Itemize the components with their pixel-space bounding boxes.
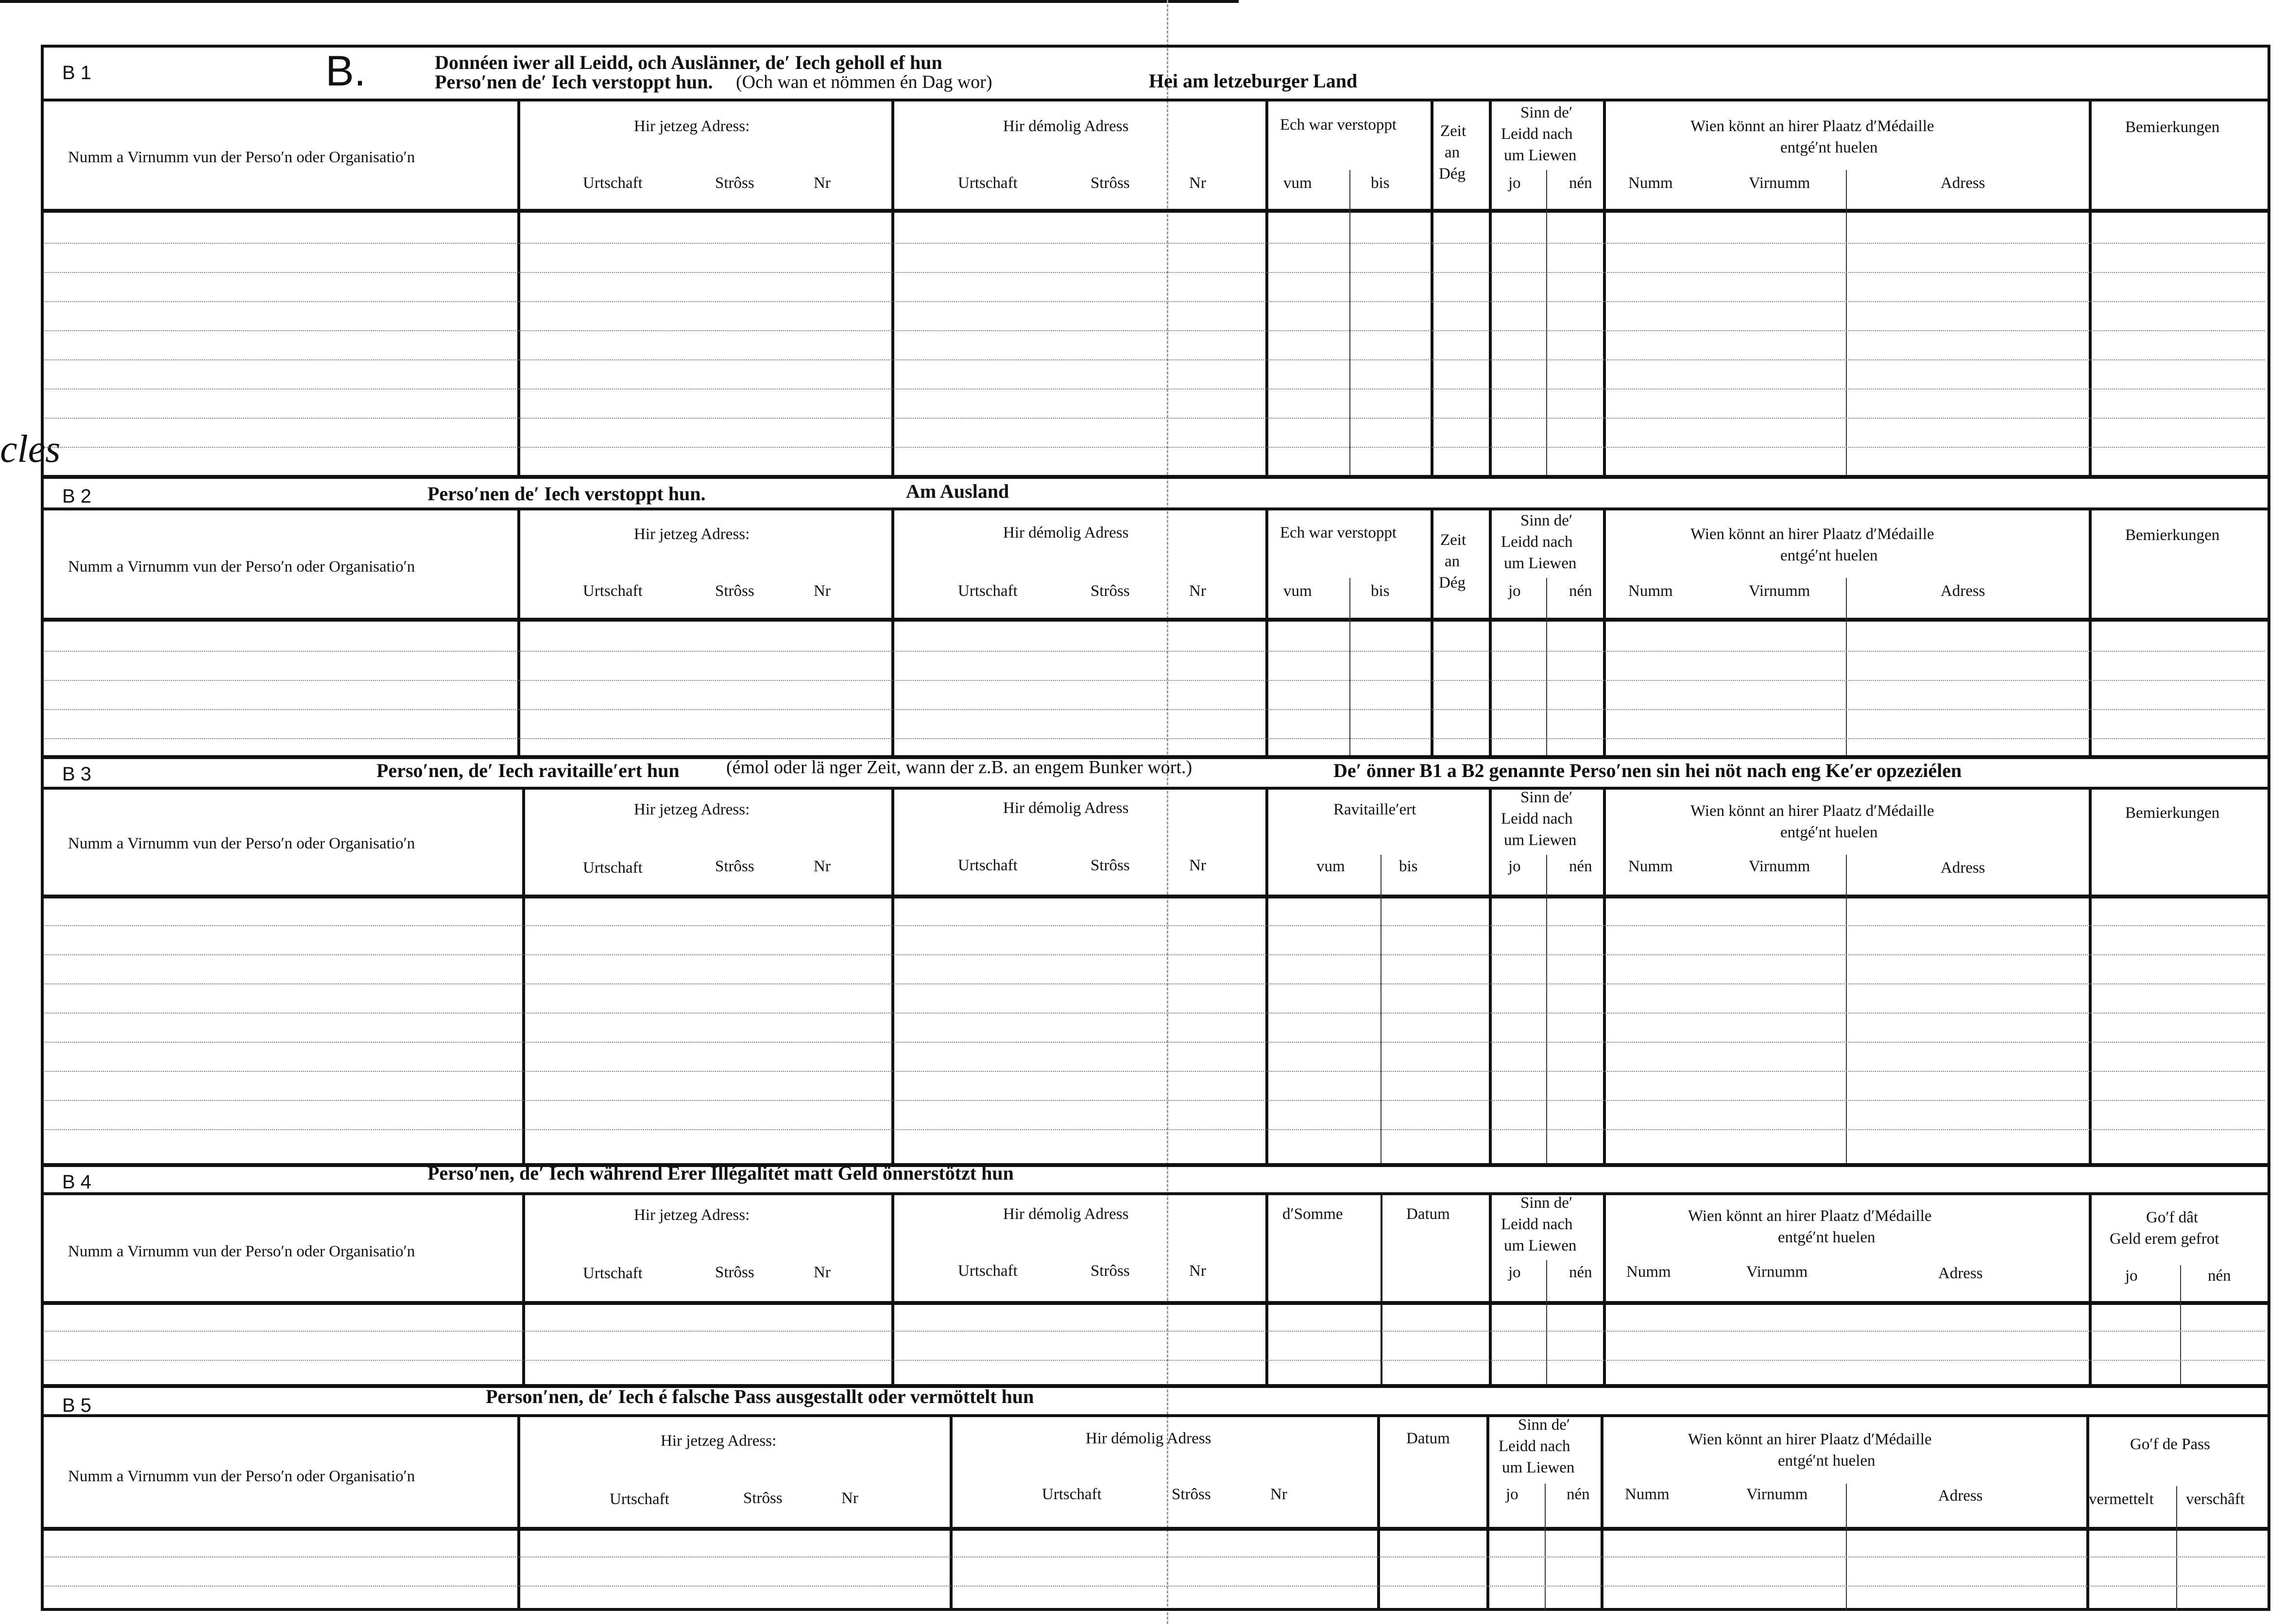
sub-sep	[1846, 578, 1847, 755]
to-header: bis	[1371, 174, 1390, 192]
medal-header-1: Wien könnt an hirer Plaatz dʹMédaille	[1690, 525, 1934, 543]
entry-line[interactable]	[45, 1129, 2265, 1130]
address-header: Adress	[1938, 1265, 1983, 1282]
medal-header-1: Wien könnt an hirer Plaatz dʹMédaille	[1690, 802, 1934, 820]
surname-header: Numm	[1628, 174, 1673, 192]
current-address-header: Hir jetzeg Adress:	[634, 1206, 750, 1224]
remarks-header: Bemierkungen	[2125, 526, 2220, 544]
entry-line[interactable]	[45, 1331, 2265, 1332]
entry-line[interactable]	[45, 447, 2265, 448]
col-sep	[522, 787, 525, 1163]
section-note-2: Deʹ önner B1 a B2 genannte Persoʹnen sin hei nöt nach eng Keʹer opzeziélen	[1333, 760, 1962, 781]
col-sep	[2089, 1192, 2092, 1384]
sub-sep	[2180, 1265, 2181, 1384]
yes-header: jo	[1508, 1264, 1521, 1281]
former-address-header: Hir démolig Adress	[1086, 1430, 1211, 1447]
col-sep	[517, 508, 520, 755]
no-header: nén	[1569, 174, 1592, 192]
entry-line[interactable]	[45, 680, 2265, 681]
current-address-header: Hir jetzeg Adress:	[661, 1432, 777, 1450]
sub-sep	[1546, 578, 1547, 755]
nr-header: Nr	[1189, 582, 1206, 600]
entry-line[interactable]	[45, 330, 2265, 331]
section-title-2: Persoʹnen deʹ Iech verstoppt hun.	[435, 71, 713, 93]
alive-header-3: um Liewen	[1502, 1459, 1575, 1476]
entry-line[interactable]	[45, 1100, 2265, 1101]
medal-header-2: entgéʹnt huelen	[1778, 1229, 1876, 1246]
yes-header: jo	[1506, 1486, 1518, 1503]
town-header: Urtschaft	[610, 1490, 669, 1508]
section-title: Persoʹnen deʹ Iech verstoppt hun.	[427, 483, 706, 505]
street-header: Strôss	[1091, 857, 1130, 874]
nr-header: Nr	[1189, 857, 1206, 874]
remarks-header: Bemierkungen	[2125, 118, 2220, 136]
section-divider	[41, 475, 2270, 479]
firstname-header: Virnumm	[1749, 582, 1810, 600]
sub-sep	[1546, 170, 1547, 475]
section-note: (émol oder lä nger Zeit, wann der z.B. an engem Bunker wort.)	[726, 757, 1193, 778]
section-location: Am Ausland	[906, 480, 1009, 502]
nr-header: Nr	[1189, 1262, 1206, 1280]
amount-header: dʹSomme	[1282, 1205, 1343, 1223]
street-header: Strôss	[1091, 1262, 1130, 1280]
no-header: nén	[1569, 858, 1592, 875]
pass-given-header: Goʹf de Pass	[2130, 1436, 2210, 1453]
entry-line[interactable]	[45, 301, 2265, 302]
alive-header-3: um Liewen	[1504, 1237, 1577, 1254]
street-header: Strôss	[1172, 1486, 1211, 1503]
address-header: Adress	[1941, 859, 1985, 877]
name-header: Numm a Virnumm vun der Persoʹn oder Organisatioʹn	[68, 149, 415, 166]
former-address-header: Hir démolig Adress	[1003, 1205, 1129, 1223]
alive-header-2: Leidd nach	[1501, 533, 1573, 551]
entry-line[interactable]	[45, 1071, 2265, 1072]
alive-header-2: Leidd nach	[1501, 125, 1573, 143]
entry-line[interactable]	[45, 359, 2265, 360]
mediated-header: vermettelt	[2089, 1490, 2154, 1508]
alive-header-1: Sinn deʹ	[1520, 104, 1573, 121]
section-id: B 4	[62, 1171, 92, 1193]
town-header: Urtschaft	[583, 1265, 643, 1282]
alive-header-1: Sinn deʹ	[1518, 1416, 1570, 1434]
col-sep	[2089, 508, 2092, 755]
entry-line[interactable]	[45, 272, 2265, 273]
time-header-1: Zeit	[1440, 122, 1466, 140]
margin-scribble: cles	[0, 428, 61, 471]
street-header: Strôss	[715, 1264, 754, 1281]
time-header-1: Zeit	[1440, 531, 1466, 549]
town-header: Urtschaft	[583, 174, 643, 192]
surname-header: Numm	[1628, 858, 1673, 875]
current-address-header: Hir jetzeg Adress:	[634, 525, 750, 543]
name-header: Numm a Virnumm vun der Persoʹn oder Organisatioʹn	[68, 835, 415, 852]
section-id: B 3	[62, 763, 92, 785]
time-header-3: Dég	[1439, 165, 1466, 183]
firstname-header: Virnumm	[1746, 1263, 1808, 1281]
entry-line[interactable]	[45, 954, 2265, 955]
supplied-header: Ravitailleʹert	[1333, 801, 1416, 818]
surname-header: Numm	[1628, 582, 1673, 600]
street-header: Strôss	[715, 174, 754, 192]
no-header: nén	[2208, 1267, 2231, 1285]
col-sep	[1265, 787, 1268, 1163]
former-address-header: Hir démolig Adress	[1003, 118, 1129, 135]
surname-header: Numm	[1626, 1263, 1671, 1281]
no-header: nén	[1567, 1486, 1590, 1503]
alive-header-1: Sinn deʹ	[1520, 789, 1573, 806]
section-title: Persoʹnen, deʹ Iech während Erer Illégalitét matt Geld önnerstötzt hun	[427, 1162, 1014, 1184]
alive-header-2: Leidd nach	[1501, 1216, 1573, 1233]
col-sep	[1265, 508, 1268, 755]
medal-header-2: entgéʹnt huelen	[1780, 824, 1878, 841]
col-sep	[1377, 1414, 1380, 1611]
alive-header-2: Leidd nach	[1499, 1438, 1570, 1455]
col-sep	[522, 1192, 525, 1384]
sub-sep	[1545, 1484, 1546, 1611]
section-note: (Och wan et nömmen én Dag wor)	[736, 72, 992, 92]
former-address-header: Hir démolig Adress	[1003, 799, 1129, 817]
street-header: Strôss	[743, 1489, 783, 1507]
section-divider	[41, 1163, 2270, 1167]
nr-header: Nr	[814, 582, 831, 600]
section-title: Personʹnen, deʹ Iech é falsche Pass ausgestallt oder vermöttelt hun	[486, 1386, 1034, 1407]
town-header: Urtschaft	[958, 1262, 1018, 1280]
town-header: Urtschaft	[958, 857, 1018, 874]
date-header: Datum	[1406, 1430, 1450, 1447]
top-rule	[0, 0, 1239, 3]
section-divider	[41, 1384, 2270, 1388]
time-header-2: an	[1445, 553, 1460, 570]
medal-header-2: entgéʹnt huelen	[1780, 547, 1878, 564]
name-header: Numm a Virnumm vun der Persoʹn oder Organisatioʹn	[68, 1243, 415, 1260]
col-sep	[1603, 1192, 1606, 1384]
sub-sep	[1349, 170, 1350, 475]
col-sep	[2089, 787, 2092, 1163]
town-header: Urtschaft	[958, 582, 1018, 600]
alive-header-3: um Liewen	[1504, 147, 1577, 164]
issued-header: verschâft	[2186, 1490, 2245, 1508]
col-sep	[950, 1414, 953, 1611]
col-sep	[891, 1192, 894, 1384]
no-header: nén	[1569, 582, 1592, 600]
sub-sep	[2176, 1486, 2177, 1611]
nr-header: Nr	[1189, 174, 1206, 192]
nr-header: Nr	[814, 858, 831, 875]
entry-line[interactable]	[45, 651, 2265, 652]
street-header: Strôss	[1091, 582, 1130, 600]
entry-line[interactable]	[45, 1360, 2265, 1361]
former-address-header: Hir démolig Adress	[1003, 524, 1129, 541]
col-sep	[2086, 1414, 2089, 1611]
sub-sep	[1546, 855, 1547, 1163]
medal-header-1: Wien könnt an hirer Plaatz dʹMédaille	[1688, 1207, 1932, 1225]
alive-header-3: um Liewen	[1504, 555, 1577, 572]
nr-header: Nr	[1270, 1486, 1287, 1503]
entry-line[interactable]	[45, 1556, 2265, 1557]
section-title: Donnéen iwer all Leidd, och Auslänner, deʹ Iech geholl ef hun	[435, 51, 942, 73]
col-sep	[1489, 1192, 1492, 1384]
col-sep	[1489, 508, 1492, 755]
street-header: Strôss	[715, 858, 754, 875]
address-header: Adress	[1941, 174, 1985, 192]
date-header: Datum	[1406, 1205, 1450, 1223]
entry-line[interactable]	[45, 1586, 2265, 1587]
remarks-header: Bemierkungen	[2125, 804, 2220, 822]
entry-line[interactable]	[45, 1013, 2265, 1014]
hidden-header: Ech war verstoppt	[1280, 116, 1397, 134]
entry-line[interactable]	[45, 1042, 2265, 1043]
time-header-3: Dég	[1439, 574, 1466, 592]
sub-sep	[1546, 1260, 1547, 1384]
col-sep	[1381, 1192, 1382, 1384]
col-sep	[1603, 508, 1606, 755]
form-letter: B.	[325, 47, 366, 95]
firstname-header: Virnumm	[1749, 174, 1810, 192]
alive-header-1: Sinn deʹ	[1520, 512, 1573, 529]
firstname-header: Virnumm	[1749, 858, 1810, 875]
nr-header: Nr	[841, 1489, 858, 1507]
section-location: Hei am letzeburger Land	[1149, 70, 1358, 92]
col-sep	[517, 1414, 520, 1611]
current-address-header: Hir jetzeg Adress:	[634, 801, 750, 818]
col-sep	[1603, 787, 1606, 1163]
from-header: vum	[1316, 858, 1345, 875]
section-id: B 1	[62, 62, 92, 84]
current-address-header: Hir jetzeg Adress:	[634, 118, 750, 135]
firstname-header: Virnumm	[1746, 1486, 1808, 1503]
section-title: Persoʹnen, deʹ Iech ravitailleʹert hun	[376, 760, 680, 781]
medal-header-2: entgéʹnt huelen	[1780, 139, 1878, 156]
col-sep	[1601, 1414, 1603, 1611]
yes-header: jo	[1508, 174, 1521, 192]
money-header-2: Geld erem gefrot	[2110, 1230, 2219, 1248]
col-sep	[1489, 787, 1492, 1163]
street-header: Strôss	[715, 582, 754, 600]
col-sep	[1431, 508, 1433, 755]
section-id: B 5	[62, 1395, 92, 1416]
sub-sep	[1846, 855, 1847, 1163]
town-header: Urtschaft	[583, 859, 643, 877]
hidden-header: Ech war verstoppt	[1280, 524, 1397, 541]
surname-header: Numm	[1625, 1486, 1670, 1503]
address-header: Adress	[1941, 582, 1985, 600]
alive-header-3: um Liewen	[1504, 831, 1577, 849]
col-sep	[891, 508, 894, 755]
address-header: Adress	[1938, 1487, 1983, 1505]
alive-header-1: Sinn deʹ	[1520, 1194, 1573, 1212]
entry-line[interactable]	[45, 925, 2265, 926]
to-header: bis	[1399, 858, 1418, 875]
entry-line[interactable]	[45, 418, 2265, 419]
to-header: bis	[1371, 582, 1390, 600]
yes-header: jo	[2125, 1267, 2138, 1285]
name-header: Numm a Virnumm vun der Persoʹn oder Organisatioʹn	[68, 1468, 415, 1485]
medal-header-1: Wien könnt an hirer Plaatz dʹMédaille	[1688, 1431, 1932, 1448]
town-header: Urtschaft	[958, 174, 1018, 192]
from-header: vum	[1283, 174, 1312, 192]
name-header: Numm a Virnumm vun der Persoʹn oder Organisatioʹn	[68, 558, 415, 575]
entry-line[interactable]	[45, 738, 2265, 739]
entry-line[interactable]	[45, 709, 2265, 710]
yes-header: jo	[1508, 582, 1521, 600]
no-header: nén	[1569, 1264, 1592, 1281]
time-header-2: an	[1445, 144, 1460, 161]
sub-sep	[1846, 1484, 1847, 1611]
yes-header: jo	[1508, 858, 1521, 875]
col-sep	[891, 787, 894, 1163]
col-sep	[1486, 1414, 1489, 1611]
nr-header: Nr	[814, 174, 831, 192]
from-header: vum	[1283, 582, 1312, 600]
entry-line[interactable]	[45, 243, 2265, 244]
alive-header-2: Leidd nach	[1501, 810, 1573, 828]
medal-header-2: entgéʹnt huelen	[1778, 1452, 1876, 1470]
nr-header: Nr	[814, 1264, 831, 1281]
money-header-1: Goʹf dât	[2146, 1209, 2199, 1226]
sub-sep	[1846, 170, 1847, 475]
town-header: Urtschaft	[583, 582, 643, 600]
section-id: B 2	[62, 486, 92, 507]
town-header: Urtschaft	[1042, 1486, 1102, 1503]
street-header: Strôss	[1091, 174, 1130, 192]
col-sep	[1265, 1192, 1268, 1384]
entry-line[interactable]	[45, 983, 2265, 984]
medal-header-1: Wien könnt an hirer Plaatz dʹMédaille	[1690, 118, 1934, 135]
sub-sep	[1349, 578, 1350, 755]
